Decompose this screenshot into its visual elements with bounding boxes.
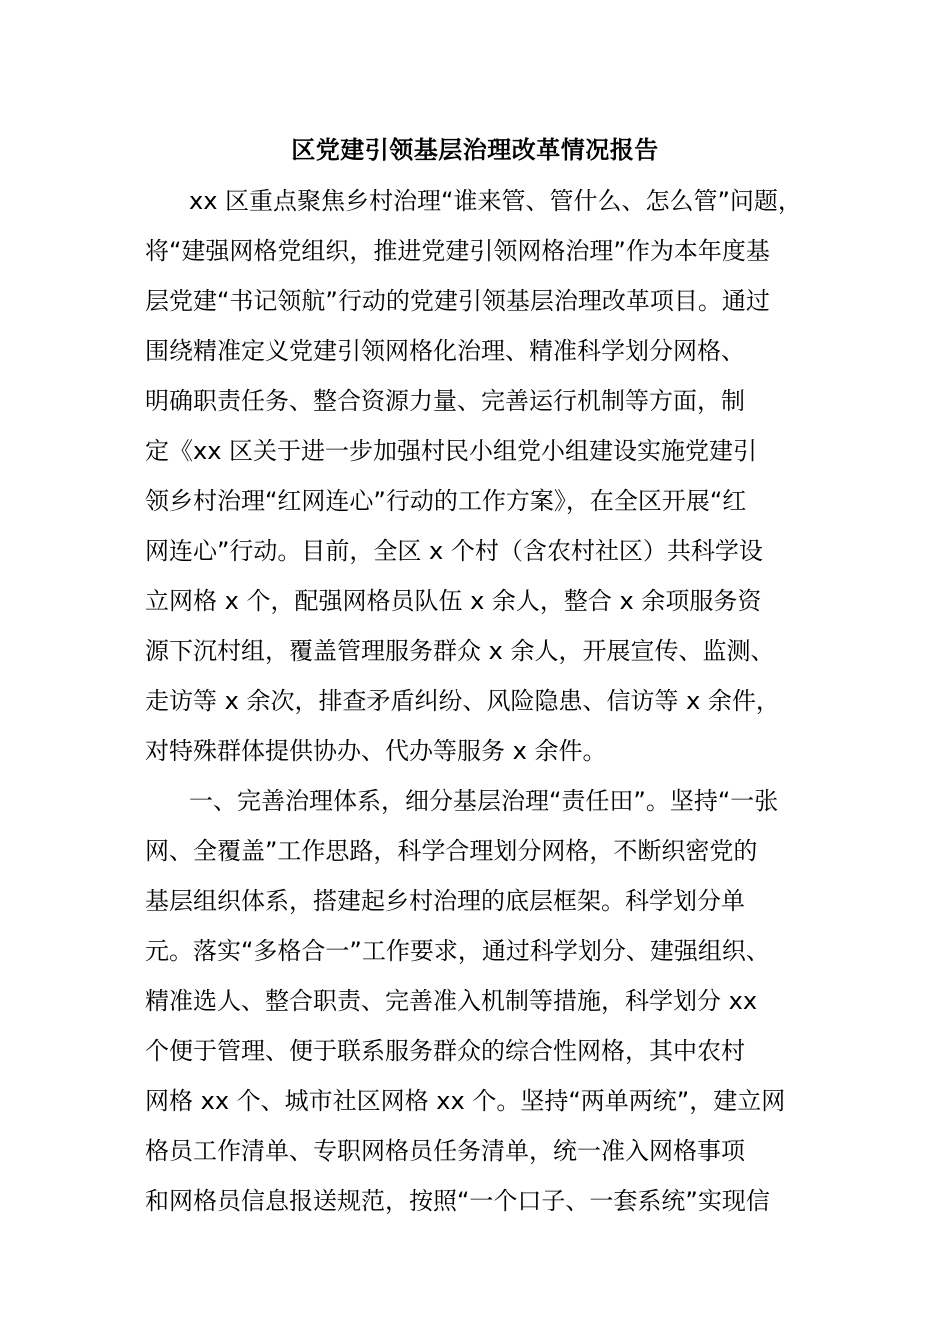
text-line: xx 区重点聚焦乡村治理“谁来管、管什么、怎么管”问题， <box>189 187 802 215</box>
text-line: 精准选人、整合职责、完善准入机制等措施，科学划分 xx <box>145 987 758 1015</box>
text-line: 和网格员信息报送规范，按照“一个口子、一套系统”实现信 <box>145 1187 770 1215</box>
document-title: 区党建引领基层治理改革情况报告 <box>291 136 659 164</box>
text-line: 格员工作清单、专职网格员任务清单，统一准入网格事项 <box>145 1137 745 1165</box>
text-line: 网连心”行动。目前，全区 x 个村（含农村社区）共科学设 <box>145 537 763 565</box>
document-body <box>145 176 815 1226</box>
text-line: 明确职责任务、整合资源力量、完善运行机制等方面，制 <box>145 387 745 415</box>
text-line: 层党建“书记领航”行动的党建引领基层治理改革项目。通过 <box>145 287 770 315</box>
text-line: 走访等 x 余次，排查矛盾纠纷、风险隐患、信访等 x 余件， <box>145 687 780 715</box>
text-line: 领乡村治理“红网连心”行动的工作方案》，在全区开展“红 <box>145 487 747 515</box>
text-line: 源下沉村组，覆盖管理服务群众 x 余人，开展宣传、监测、 <box>145 637 775 665</box>
text-line: 对特殊群体提供协办、代办等服务 x 余件。 <box>145 737 607 765</box>
text-line: 网格 xx 个、城市社区网格 xx 个。坚持“两单两统”，建立网 <box>145 1087 786 1115</box>
text-line: 基层组织体系，搭建起乡村治理的底层框架。科学划分单 <box>145 887 745 915</box>
text-line: 围绕精准定义党建引领网格化治理、精准科学划分网格、 <box>145 337 745 365</box>
text-line: 元。落实“多格合一”工作要求，通过科学划分、建强组织、 <box>145 937 770 965</box>
text-line: 立网格 x 个，配强网格员队伍 x 余人，整合 x 余项服务资 <box>145 587 762 615</box>
text-line: 网、全覆盖”工作思路，科学合理划分网格，不断织密党的 <box>145 837 758 865</box>
text-line: 一、完善治理体系，细分基层治理“责任田”。坚持“一张 <box>189 787 779 815</box>
text-line: 定《xx 区关于进一步加强村民小组党小组建设实施党建引 <box>145 437 758 465</box>
text-line: 将“建强网格党组织，推进党建引领网格治理”作为本年度基 <box>145 237 770 265</box>
text-line: 个便于管理、便于联系服务群众的综合性网格，其中农村 <box>145 1037 745 1065</box>
